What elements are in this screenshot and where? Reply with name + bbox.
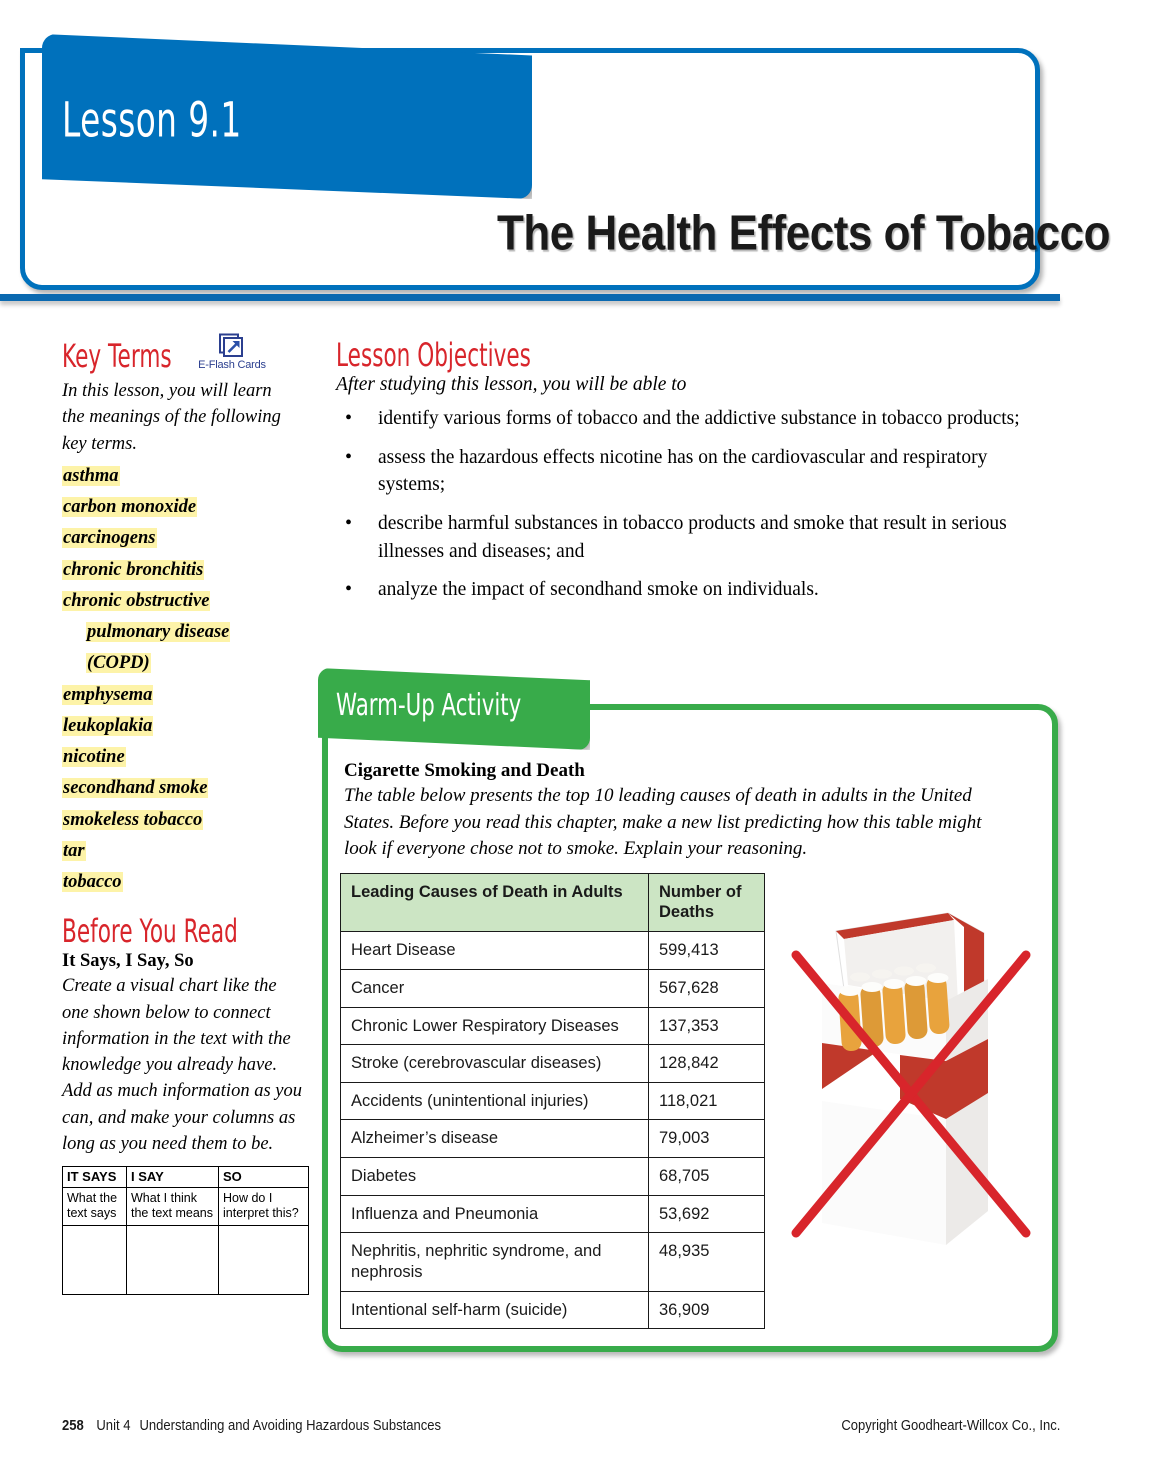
cell-deaths: 567,628 xyxy=(649,969,765,1007)
cell-deaths: 128,842 xyxy=(649,1045,765,1083)
cell-cause: Cancer xyxy=(341,969,649,1007)
key-term-item xyxy=(62,867,314,898)
key-term-label: secondhand smoke xyxy=(63,778,208,799)
page-number: 258 xyxy=(62,1418,84,1434)
key-term-label: emphysema xyxy=(63,684,153,705)
chart-prompt-row xyxy=(63,1188,309,1226)
key-term-label: asthma xyxy=(63,465,119,486)
page-title: The Health Effects of Tobacco xyxy=(497,206,1110,261)
before-you-read-subheading: It Says, I Say, So xyxy=(62,951,194,972)
key-term-label: chronic obstructive xyxy=(63,590,210,611)
cell-deaths: 118,021 xyxy=(649,1082,765,1120)
key-term-item xyxy=(62,680,314,711)
key-term-item xyxy=(62,492,314,523)
cell-cause: Chronic Lower Respiratory Diseases xyxy=(341,1007,649,1045)
key-term-item xyxy=(62,648,314,679)
chart-blank-row[interactable] xyxy=(63,1225,309,1294)
key-terms-intro-text: In this lesson, you will learn the meanings of the following key terms. xyxy=(62,381,281,454)
cell-cause: Influenza and Pneumonia xyxy=(341,1195,649,1233)
objective-text: identify various forms of tobacco and the addictive substance in tobacco products; xyxy=(378,408,1020,429)
chart-header-row xyxy=(63,1167,309,1188)
cell-cause: Heart Disease xyxy=(341,932,649,970)
chart-blank-cell-2[interactable] xyxy=(127,1225,219,1294)
cigarette-pack-illustration xyxy=(822,913,988,1245)
cell-cause: Intentional self-harm (suicide) xyxy=(341,1291,649,1329)
warm-up-description: The table below presents the top 10 leading causes of death in adults in the United States. Before you read this chapter, make a new list predicting how this table might look if everyone chose not to smoke. Explain your reasoning. xyxy=(344,785,982,860)
key-term-label: pulmonary disease xyxy=(87,622,230,643)
key-terms-heading: Key Terms xyxy=(62,338,172,376)
bullet-icon: • xyxy=(345,407,353,429)
before-you-read-heading: Before You Read xyxy=(62,913,238,951)
key-terms-list xyxy=(62,461,314,899)
lesson-objectives-list xyxy=(336,405,1048,604)
table-row xyxy=(341,1195,765,1233)
table-row xyxy=(341,1007,765,1045)
key-term-label: carbon monoxide xyxy=(63,497,197,518)
objective-item xyxy=(336,444,1048,499)
objective-item xyxy=(336,510,1048,565)
key-term-label: nicotine xyxy=(63,747,125,768)
page-header xyxy=(0,0,1156,310)
key-terms-header-row xyxy=(62,338,314,376)
warm-up-content xyxy=(344,760,1034,863)
objective-text: analyze the impact of secondhand smoke on individuals. xyxy=(378,579,819,601)
cell-deaths: 599,413 xyxy=(649,932,765,970)
key-term-label: (COPD) xyxy=(87,653,150,674)
key-term-label: smokeless tobacco xyxy=(63,809,203,830)
key-term-item xyxy=(62,555,314,586)
objective-text: assess the hazardous effects nicotine has on the cardiovascular and respiratory systems; xyxy=(378,446,988,496)
table-row xyxy=(341,932,765,970)
footer-unit: Unit 4 xyxy=(96,1418,131,1434)
key-term-item xyxy=(62,742,314,773)
left-sidebar-column xyxy=(62,338,314,1295)
chart-blank-cell-3[interactable] xyxy=(219,1225,309,1294)
header-divider-rule xyxy=(0,294,1060,301)
key-term-label: carcinogens xyxy=(63,528,156,549)
footer-unit-title: Understanding and Avoiding Hazardous Substances xyxy=(139,1418,442,1434)
key-term-label: tobacco xyxy=(63,872,122,893)
objective-text: describe harmful substances in tobacco products and smoke that result in serious illnesses and diseases; and xyxy=(378,513,1007,562)
key-term-label: leukoplakia xyxy=(63,715,153,736)
table-row xyxy=(341,1082,765,1120)
crossed-out-cigarette-pack-image xyxy=(788,893,1038,1283)
key-term-item xyxy=(62,711,314,742)
e-flash-cards-link[interactable] xyxy=(182,332,282,371)
before-you-read-body: Create a visual chart like the one shown below to connect information in the text with the knowledge you already have. Add as much information as you can, and make your columns as long as you need them to be. xyxy=(62,976,302,1154)
chart-prompt-i-say: What I think the text means xyxy=(127,1188,219,1226)
key-term-item xyxy=(62,523,314,554)
warm-up-activity-label: Warm-Up Activity xyxy=(336,688,522,724)
lesson-objectives-intro: After studying this lesson, you will be able to xyxy=(336,374,687,395)
objective-item xyxy=(336,405,1048,433)
objective-item xyxy=(336,576,1048,604)
bullet-icon: • xyxy=(345,578,353,601)
key-term-item xyxy=(62,586,314,617)
key-term-item xyxy=(62,836,314,867)
warm-up-subheading: Cigarette Smoking and Death xyxy=(344,760,585,781)
chart-prompt-so: How do I interpret this? xyxy=(219,1188,309,1226)
cell-cause: Stroke (cerebrovascular diseases) xyxy=(341,1045,649,1083)
key-term-item xyxy=(62,773,314,804)
footer-left-group xyxy=(62,1418,441,1434)
chart-blank-cell-1[interactable] xyxy=(63,1225,127,1294)
cell-deaths: 137,353 xyxy=(649,1007,765,1045)
external-link-cards-icon xyxy=(217,332,247,362)
column-header-deaths: Number of Deaths xyxy=(649,874,765,932)
key-term-item xyxy=(62,805,314,836)
table-row xyxy=(341,1045,765,1083)
lesson-objectives-column xyxy=(336,337,1048,615)
key-term-label: chronic bronchitis xyxy=(63,559,204,580)
column-header-cause: Leading Causes of Death in Adults xyxy=(341,874,649,932)
chart-header-so: SO xyxy=(219,1167,309,1188)
table-header-row xyxy=(341,874,765,932)
lesson-number-label: Lesson 9.1 xyxy=(62,93,242,149)
e-flash-cards-label: E-Flash Cards xyxy=(198,359,266,371)
cell-deaths: 79,003 xyxy=(649,1120,765,1158)
cell-deaths: 53,692 xyxy=(649,1195,765,1233)
table-body xyxy=(341,932,765,1329)
cell-cause: Diabetes xyxy=(341,1158,649,1196)
bullet-icon: • xyxy=(345,445,353,468)
chart-header-i-say: I SAY xyxy=(127,1167,219,1188)
table-row xyxy=(341,1120,765,1158)
cell-cause: Accidents (unintentional injuries) xyxy=(341,1082,649,1120)
key-term-label: tar xyxy=(63,840,85,861)
key-term-item xyxy=(62,461,314,492)
table-row xyxy=(341,1233,765,1291)
it-says-i-say-so-chart xyxy=(62,1166,309,1294)
bullet-icon: • xyxy=(345,512,353,535)
cell-cause: Nephritis, nephritic syndrome, and nephrosis xyxy=(341,1233,649,1291)
table-row xyxy=(341,969,765,1007)
chart-prompt-it-says: What the text says xyxy=(63,1188,127,1226)
cell-deaths: 36,909 xyxy=(649,1291,765,1329)
cell-deaths: 48,935 xyxy=(649,1233,765,1291)
cell-cause: Alzheimer’s disease xyxy=(341,1120,649,1158)
warm-up-activity-section xyxy=(318,668,1058,1358)
key-term-item xyxy=(62,617,314,648)
lesson-objectives-heading: Lesson Objectives xyxy=(336,337,531,375)
cell-deaths: 68,705 xyxy=(649,1158,765,1196)
chart-header-it-says: IT SAYS xyxy=(63,1167,127,1188)
leading-causes-of-death-table xyxy=(340,873,765,1329)
table-row xyxy=(341,1291,765,1329)
page-footer xyxy=(0,1418,1156,1448)
table-row xyxy=(341,1158,765,1196)
footer-copyright: Copyright Goodheart-Willcox Co., Inc. xyxy=(840,1418,1060,1434)
